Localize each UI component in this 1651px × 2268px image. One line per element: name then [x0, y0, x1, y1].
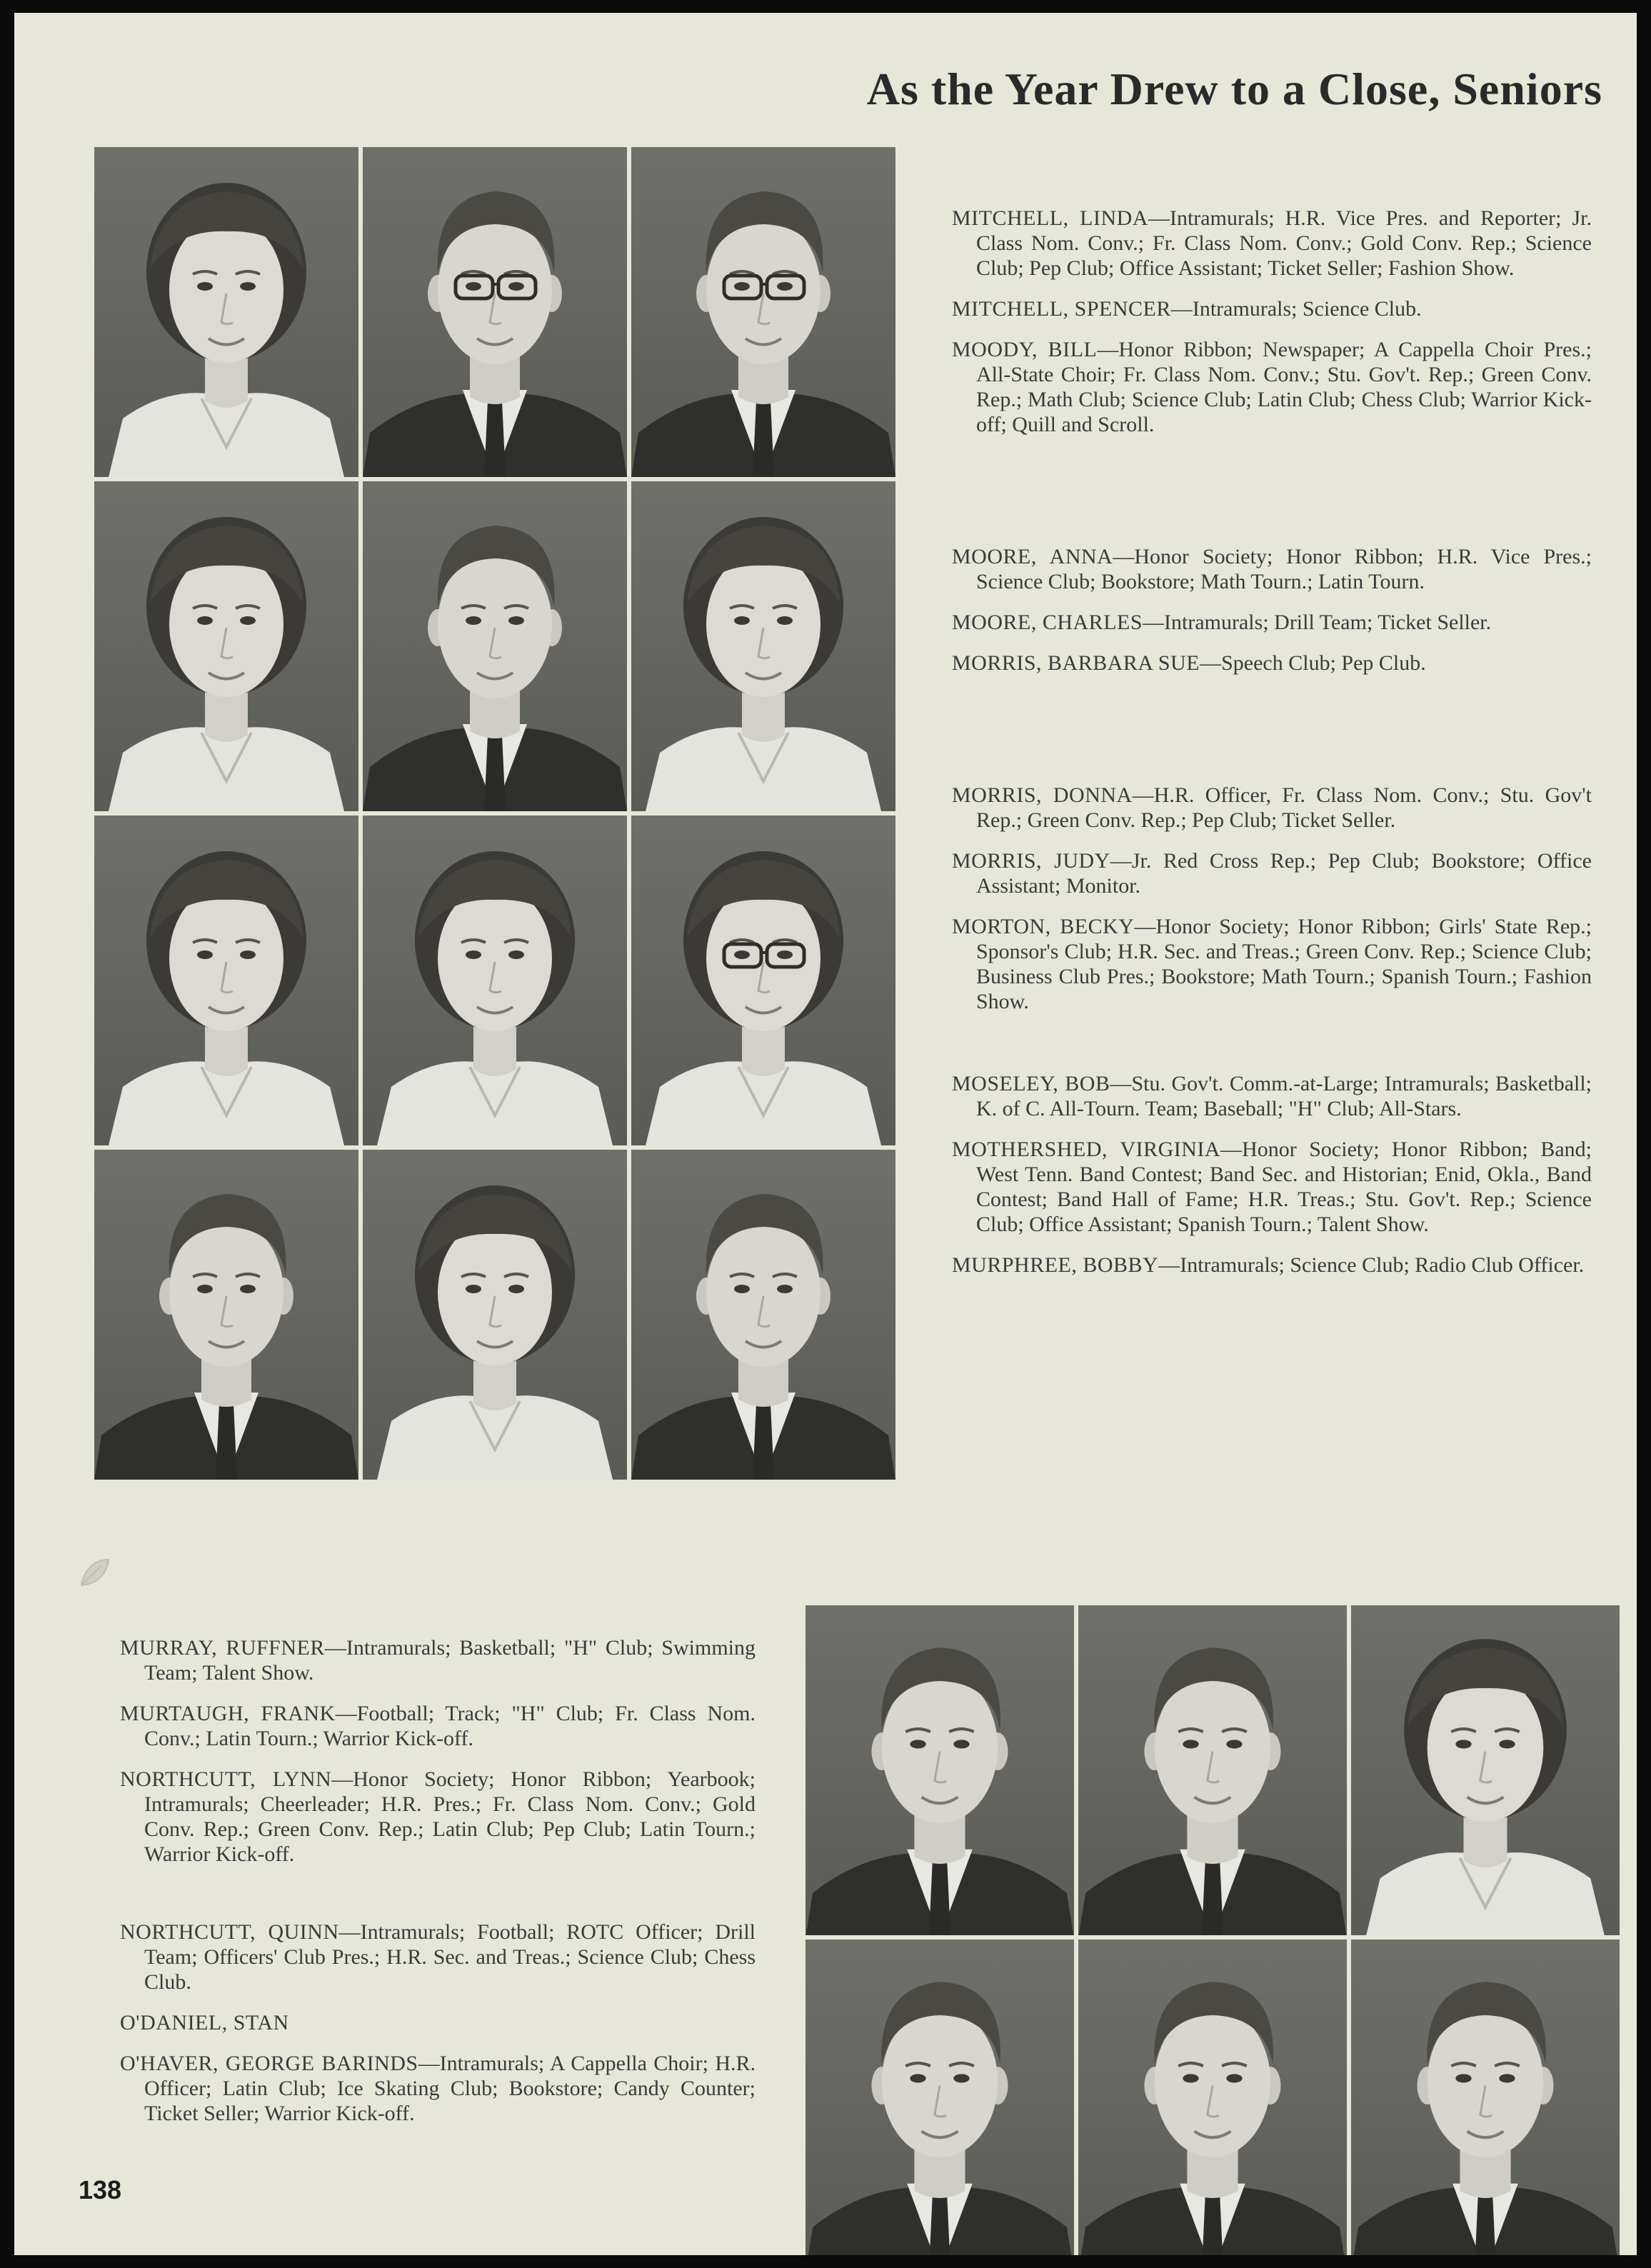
senior-portrait	[1351, 1940, 1620, 2255]
senior-entry	[120, 1767, 756, 1867]
senior-name: MOSELEY, BOB	[952, 1072, 1110, 1095]
senior-activities: —Speech Club; Pep Club.	[1200, 651, 1426, 675]
senior-entry	[952, 337, 1592, 437]
senior-name: MORTON, BECKY	[952, 915, 1135, 938]
senior-portrait	[363, 147, 627, 477]
senior-entry	[952, 914, 1592, 1014]
senior-portrait	[631, 816, 895, 1145]
senior-portrait	[363, 481, 627, 811]
senior-entry	[952, 296, 1592, 321]
senior-name: MORRIS, BARBARA SUE	[952, 651, 1200, 675]
senior-activities: —Jr. Red Cross Rep.; Pep Club; Bookstore; Office Assistant; Monitor.	[976, 849, 1592, 898]
photo-grid-bottom	[806, 1605, 1620, 2255]
senior-entry	[120, 1635, 756, 1685]
photo-grid-top	[94, 147, 895, 1480]
senior-portrait	[1351, 1605, 1620, 1935]
senior-portrait	[631, 481, 895, 811]
senior-activities: —Honor Society; Honor Ribbon; Yearbook; Intramurals; Cheerleader; H.R. Pres.; Fr. Class Nom. Conv.; Gold Conv. Rep.; Green Conv. Rep.; Latin Club; Pep Club; Latin Tourn.; Warrior Kick-off.	[144, 1767, 756, 1866]
senior-activities: —Intramurals; Science Club; Radio Club Officer.	[1158, 1253, 1585, 1277]
senior-activities: —Honor Society; Honor Ribbon; H.R. Vice Pres.; Science Club; Bookstore; Math Tourn.; Latin Tourn.	[976, 545, 1592, 593]
senior-entry	[120, 1920, 756, 1994]
senior-entry	[952, 544, 1592, 594]
leaf-icon	[77, 1555, 111, 1590]
senior-activities: —Honor Ribbon; Newspaper; A Cappella Choir Pres.; All-State Choir; Fr. Class Nom. Conv.; Stu. Gov't. Rep.; Green Conv. Rep.; Math Club; Science Club; Latin Club; Chess Club; Warrior Kick-off; Quill and Scroll.	[976, 338, 1592, 436]
senior-name: MOTHERSHED, VIRGINIA	[952, 1138, 1221, 1161]
entries-bottom	[120, 1635, 756, 2126]
senior-portrait	[363, 816, 627, 1145]
senior-name: MITCHELL, SPENCER	[952, 297, 1171, 321]
senior-name: MITCHELL, LINDA	[952, 206, 1148, 230]
senior-name: NORTHCUTT, QUINN	[120, 1920, 339, 1944]
senior-name: MOORE, CHARLES	[952, 611, 1143, 634]
senior-entry	[952, 610, 1592, 635]
senior-name: MURPHREE, BOBBY	[952, 1253, 1159, 1277]
senior-portrait	[631, 147, 895, 477]
senior-entry	[952, 1253, 1592, 1278]
page-title: As the Year Drew to a Close, Seniors	[866, 64, 1602, 114]
senior-portrait	[1078, 1605, 1347, 1935]
senior-name: NORTHCUTT, LYNN	[120, 1767, 332, 1791]
senior-name: MOORE, ANNA	[952, 545, 1113, 568]
senior-activities: —Intramurals; Football; ROTC Officer; Drill Team; Officers' Club Pres.; H.R. Sec. and Treas.; Science Club; Chess Club.	[144, 1920, 756, 1994]
senior-activities: —Honor Society; Honor Ribbon; Band; West Tenn. Band Contest; Band Sec. and Historian; Enid, Okla., Band Contest; Band Hall of Fame; H.R. Treas.; Stu. Gov't. Rep.; Science Club; Office Assistant; Spanish Tourn.; Talent Show.	[976, 1138, 1592, 1236]
senior-name: MURRAY, RUFFNER	[120, 1636, 325, 1660]
senior-entry	[952, 848, 1592, 898]
senior-entry	[952, 1071, 1592, 1121]
senior-portrait	[94, 147, 358, 477]
senior-name: O'DANIEL, STAN	[120, 2011, 289, 2034]
senior-portrait	[94, 1150, 358, 1480]
senior-name: MURTAUGH, FRANK	[120, 1702, 336, 1725]
senior-entry	[952, 206, 1592, 281]
senior-name: MORRIS, JUDY	[952, 849, 1110, 873]
senior-activities: —Intramurals; H.R. Vice Pres. and Reporter; Jr. Class Nom. Conv.; Fr. Class Nom. Conv.; Gold Conv. Rep.; Science Club; Pep Club; Office Assistant; Ticket Seller; Fashion Show.	[976, 206, 1592, 280]
senior-name: O'HAVER, GEORGE BARINDS	[120, 2052, 418, 2075]
senior-entry	[952, 1137, 1592, 1237]
senior-activities: —Intramurals; Science Club.	[1170, 297, 1422, 321]
senior-name: MORRIS, DONNA	[952, 783, 1133, 807]
senior-portrait	[1078, 1940, 1347, 2255]
senior-activities: —Stu. Gov't. Comm.-at-Large; Intramurals; Basketball; K. of C. All-Tourn. Team; Baseball; "H" Club; All-Stars.	[976, 1072, 1592, 1120]
senior-name: MOODY, BILL	[952, 338, 1098, 361]
page-number: 138	[79, 2175, 122, 2204]
senior-activities: —Football; Track; "H" Club; Fr. Class Nom. Conv.; Latin Tourn.; Warrior Kick-off.	[144, 1702, 756, 1750]
senior-activities: —Intramurals; Basketball; "H" Club; Swimming Team; Talent Show.	[144, 1636, 756, 1685]
senior-portrait	[94, 816, 358, 1145]
senior-activities: —H.R. Officer, Fr. Class Nom. Conv.; Stu. Gov't Rep.; Green Conv. Rep.; Pep Club; Ticket Seller.	[976, 783, 1592, 832]
senior-activities: —Intramurals; A Cappella Choir; H.R. Officer; Latin Club; Ice Skating Club; Bookstore; Candy Counter; Ticket Seller; Warrior Kick-off.	[144, 2052, 756, 2125]
yearbook-page	[14, 13, 1637, 2255]
senior-portrait	[631, 1150, 895, 1480]
entries-top	[952, 206, 1592, 1278]
senior-activities: —Honor Society; Honor Ribbon; Girls' State Rep.; Sponsor's Club; H.R. Sec. and Treas.; Green Conv. Rep.; Science Club; Business Club Pres.; Bookstore; Math Tourn.; Spanish Tourn.; Fashion Show.	[976, 915, 1592, 1013]
senior-activities: —Intramurals; Drill Team; Ticket Seller.	[1143, 611, 1492, 634]
senior-entry	[120, 2051, 756, 2126]
senior-entry	[120, 2010, 756, 2035]
senior-entry	[952, 783, 1592, 833]
senior-portrait	[363, 1150, 627, 1480]
senior-entry	[120, 1701, 756, 1751]
senior-portrait	[806, 1940, 1074, 2255]
senior-entry	[952, 651, 1592, 676]
senior-portrait	[806, 1605, 1074, 1935]
senior-portrait	[94, 481, 358, 811]
